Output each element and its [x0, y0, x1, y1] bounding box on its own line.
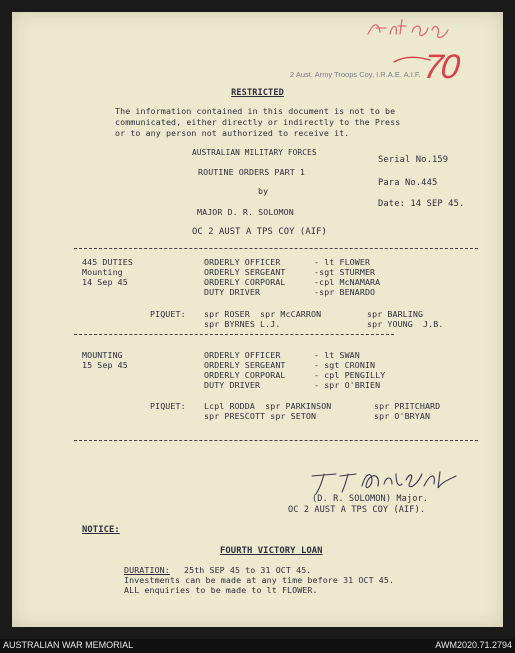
serial-number: Serial No.159	[378, 155, 449, 165]
piquet-label: PIQUET:	[150, 309, 186, 319]
divider-2	[74, 334, 394, 335]
piquet-names: Lcpl RODDA spr PARKINSON	[204, 401, 332, 411]
duration-label: DURATION:	[124, 565, 170, 575]
mounting-date: 14 Sep 45	[82, 277, 128, 287]
divider-1	[74, 248, 478, 249]
duty-name: - sgt CRONIN	[314, 360, 376, 370]
duty-role: ORDERLY SERGEANT	[204, 267, 286, 277]
signature-name: (D. R. SOLOMON) Major.	[312, 494, 429, 504]
duty-role: DUTY DRIVER	[204, 380, 261, 390]
duty-role: ORDERLY OFFICER	[204, 257, 281, 267]
force-title: AUSTRALIAN MILITARY FORCES	[192, 148, 317, 157]
by-line: by	[258, 186, 269, 196]
command-line: OC 2 AUST A TPS COY (AIF)	[192, 227, 327, 237]
duty-name: -sgt STURMER	[314, 267, 376, 277]
piquet-names: spr PRITCHARD	[374, 401, 441, 411]
notice-label: NOTICE:	[82, 525, 120, 535]
order-date: Date: 14 SEP 45.	[378, 199, 465, 209]
mounting-label: Mounting	[82, 267, 123, 277]
piquet-label: PIQUET:	[150, 401, 186, 411]
footer-right: AWM2020.71.2794	[435, 640, 512, 650]
restricted-heading: RESTRICTED	[231, 88, 284, 98]
piquet-names: spr BYRNES L.J.	[204, 319, 281, 329]
duty-role: ORDERLY OFFICER	[204, 350, 281, 360]
signature-title: OC 2 AUST A TPS COY (AIF).	[288, 505, 426, 515]
officer-name: MAJOR D. R. SOLOMON	[197, 207, 294, 217]
piquet-names: spr YOUNG J.B.	[367, 319, 444, 329]
notice-line-2: communicated, either directly or indirectly to the Press	[115, 117, 401, 127]
handwritten-annotation	[364, 16, 454, 42]
duties-label: 445 DUTIES	[82, 257, 133, 267]
mounting-date: 15 Sep 45	[82, 360, 128, 370]
archive-footer	[0, 639, 515, 653]
duty-name: - lt SWAN	[314, 350, 360, 360]
notice-line-1: The information contained in this document is not to be	[115, 106, 396, 116]
piquet-names: spr BARLING	[367, 309, 424, 319]
duty-name: - lt FLOWER	[314, 257, 371, 267]
duty-name: -cpl McNAMARA	[314, 277, 381, 287]
page-number-tick	[392, 52, 432, 66]
notice-line-3: or to any person not authorized to receive it.	[115, 128, 350, 138]
page-number: 70	[422, 48, 460, 86]
notice-heading: FOURTH VICTORY LOAN	[220, 546, 323, 556]
mounting-label: MOUNTING	[82, 350, 123, 360]
piquet-names: spr O'BRYAN	[374, 411, 431, 421]
unit-stamp: 2 Aust. Army Troops Coy, I.R.A.E. A.I.F.	[290, 70, 421, 79]
notice-detail-line: Investments can be made at any time before 31 OCT 45.	[124, 575, 395, 585]
duty-role: DUTY DRIVER	[204, 287, 261, 297]
duty-role: ORDERLY CORPORAL	[204, 277, 286, 287]
document-page	[12, 12, 503, 627]
divider-3	[74, 440, 478, 441]
piquet-names: spr PRESCOTT spr SETON	[204, 411, 317, 421]
orders-title: ROUTINE ORDERS PART 1	[198, 167, 305, 177]
notice-detail-line: ALL enquiries to be made to lt FLOWER.	[124, 585, 318, 595]
duration-value: 25th SEP 45 to 31 OCT 45.	[184, 565, 312, 575]
footer-left: AUSTRALIAN WAR MEMORIAL	[3, 640, 134, 650]
para-number: Para No.445	[378, 178, 438, 188]
duty-name: - spr O'BRIEN	[314, 380, 381, 390]
duty-name: - cpl PENGILLY	[314, 370, 386, 380]
piquet-names: spr ROSER spr McCARRON	[204, 309, 322, 319]
duty-role: ORDERLY SERGEANT	[204, 360, 286, 370]
duty-name: -spr BENARDO	[314, 287, 376, 297]
duty-role: ORDERLY CORPORAL	[204, 370, 286, 380]
